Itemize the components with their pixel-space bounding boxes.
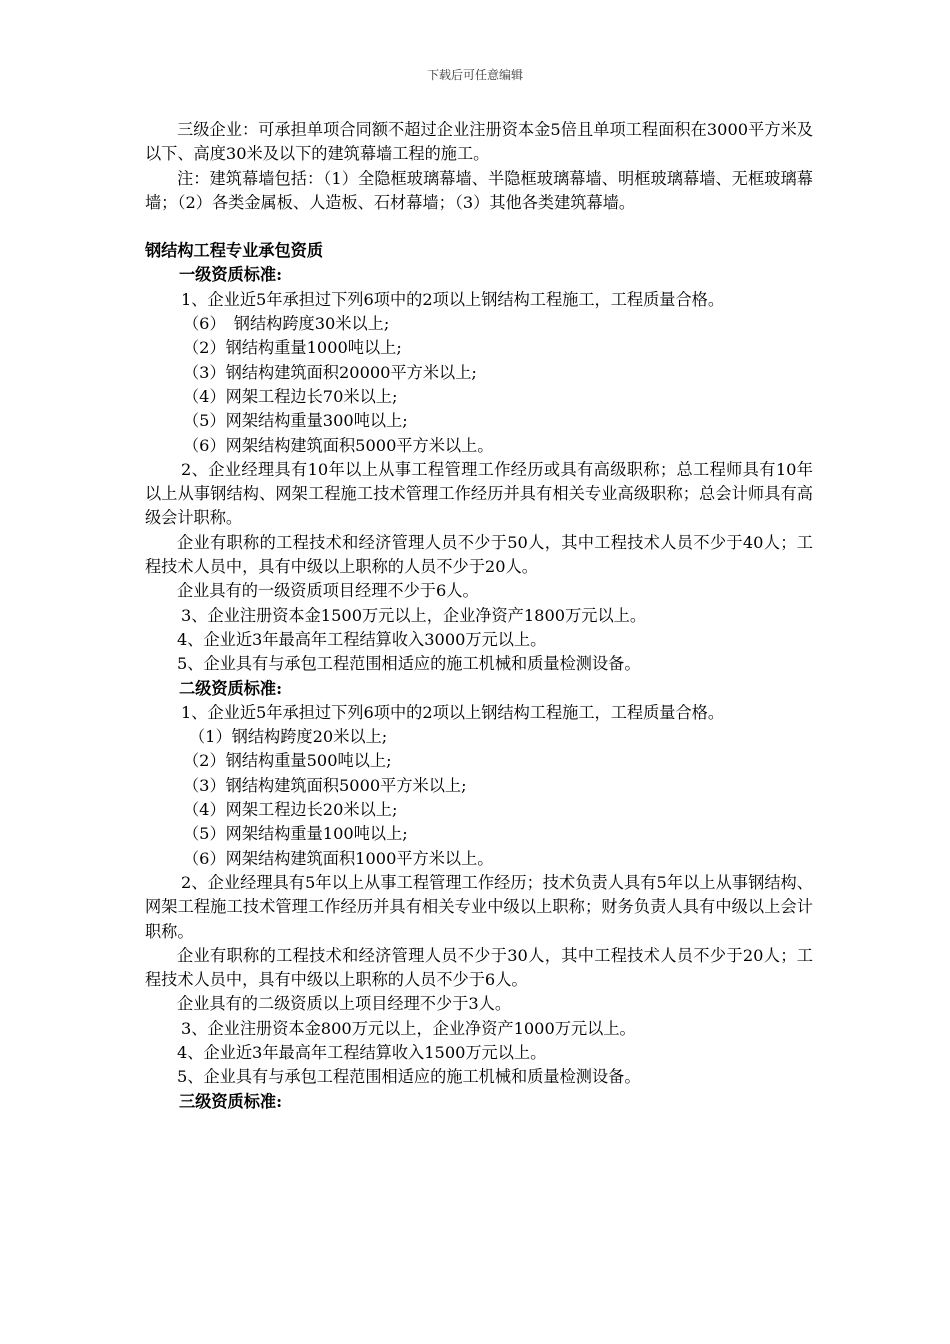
- paragraph: 5、企业具有与承包工程范围相适应的施工机械和质量检测设备。: [177, 1067, 641, 1087]
- paragraph: 企业具有的一级资质项目经理不少于6人。: [177, 581, 479, 601]
- section-heading: 钢结构工程专业承包资质: [145, 241, 324, 261]
- paragraph: （6） 钢结构跨度30米以上;: [183, 314, 390, 334]
- paragraph: （1）钢结构跨度20米以上;: [189, 727, 388, 747]
- paragraph: （6）网架结构建筑面积5000平方米以上。: [183, 435, 494, 455]
- paragraph: 企业具有的二级资质以上项目经理不少于3人。: [177, 994, 512, 1014]
- paragraph: 2、企业经理具有5年以上从事工程管理工作经历；技术负责人具有5年以上从事钢结构、网架工程施工技术管理工作经历并具有相关专业中级以上职称；财务负责人具有中级以上会计职称。: [145, 872, 813, 941]
- paragraph: 3、企业注册资本金1500万元以上，企业净资产1800万元以上。: [181, 605, 647, 625]
- paragraph: （6）网架结构建筑面积1000平方米以上。: [183, 848, 494, 868]
- paragraph: （2）钢结构重量500吨以上;: [183, 751, 392, 771]
- paragraph: 4、企业近3年最高年工程结算收入3000万元以上。: [177, 629, 547, 649]
- paragraph: 企业有职称的工程技术和经济管理人员不少于30人，其中工程技术人员不少于20人；工程技术人员中，具有中级以上职称的人员不少于6人。: [145, 945, 813, 990]
- paragraph: （5）网架结构重量300吨以上;: [183, 411, 408, 431]
- paragraph: （3）钢结构建筑面积20000平方米以上;: [183, 362, 477, 382]
- page-header: 下载后可任意编辑: [426, 68, 523, 82]
- section-heading: 一级资质标准:: [179, 265, 283, 285]
- section-heading: 三级资质标准:: [179, 1091, 283, 1111]
- paragraph: 三级企业：可承担单项合同额不超过企业注册资本金5倍且单项工程面积在3000平方米及以下、高度30米及以下的建筑幕墙工程的施工。: [145, 120, 813, 164]
- paragraph: （2）钢结构重量1000吨以上;: [183, 338, 402, 358]
- paragraph: 1、企业近5年承担过下列6项中的2项以上钢结构工程施工，工程质量合格。: [181, 289, 725, 309]
- paragraph: 注：建筑幕墙包括：（1）全隐框玻璃幕墙、半隐框玻璃幕墙、明框玻璃幕墙、无框玻璃幕墙；（2）各类金属板、人造板、石材幕墙；（3）其他各类建筑幕墙。: [145, 168, 813, 212]
- paragraph: 2、企业经理具有10年以上从事工程管理工作经历或具有高级职称；总工程师具有10年以上从事钢结构、网架工程施工技术管理工作经历并具有相关专业高级职称；总会计师具有高级会计职称。: [145, 459, 813, 528]
- paragraph: 企业有职称的工程技术和经济管理人员不少于50人，其中工程技术人员不少于40人；工程技术人员中，具有中级以上职称的人员不少于20人。: [145, 532, 813, 577]
- document-body: [145, 118, 813, 1114]
- paragraph: （4）网架工程边长70米以上;: [183, 386, 398, 406]
- paragraph: 4、企业近3年最高年工程结算收入1500万元以上。: [177, 1042, 547, 1062]
- paragraph: （5）网架结构重量100吨以上;: [183, 824, 408, 844]
- blank-line: [145, 215, 813, 239]
- paragraph: 5、企业具有与承包工程范围相适应的施工机械和质量检测设备。: [177, 654, 641, 674]
- paragraph: （4）网架工程边长20米以上;: [183, 800, 398, 820]
- section-heading: 二级资质标准:: [179, 678, 283, 698]
- paragraph: （3）钢结构建筑面积5000平方米以上;: [183, 775, 467, 795]
- paragraph: 1、企业近5年承担过下列6项中的2项以上钢结构工程施工，工程质量合格。: [181, 702, 725, 722]
- paragraph: 3、企业注册资本金800万元以上，企业净资产1000万元以上。: [181, 1018, 636, 1038]
